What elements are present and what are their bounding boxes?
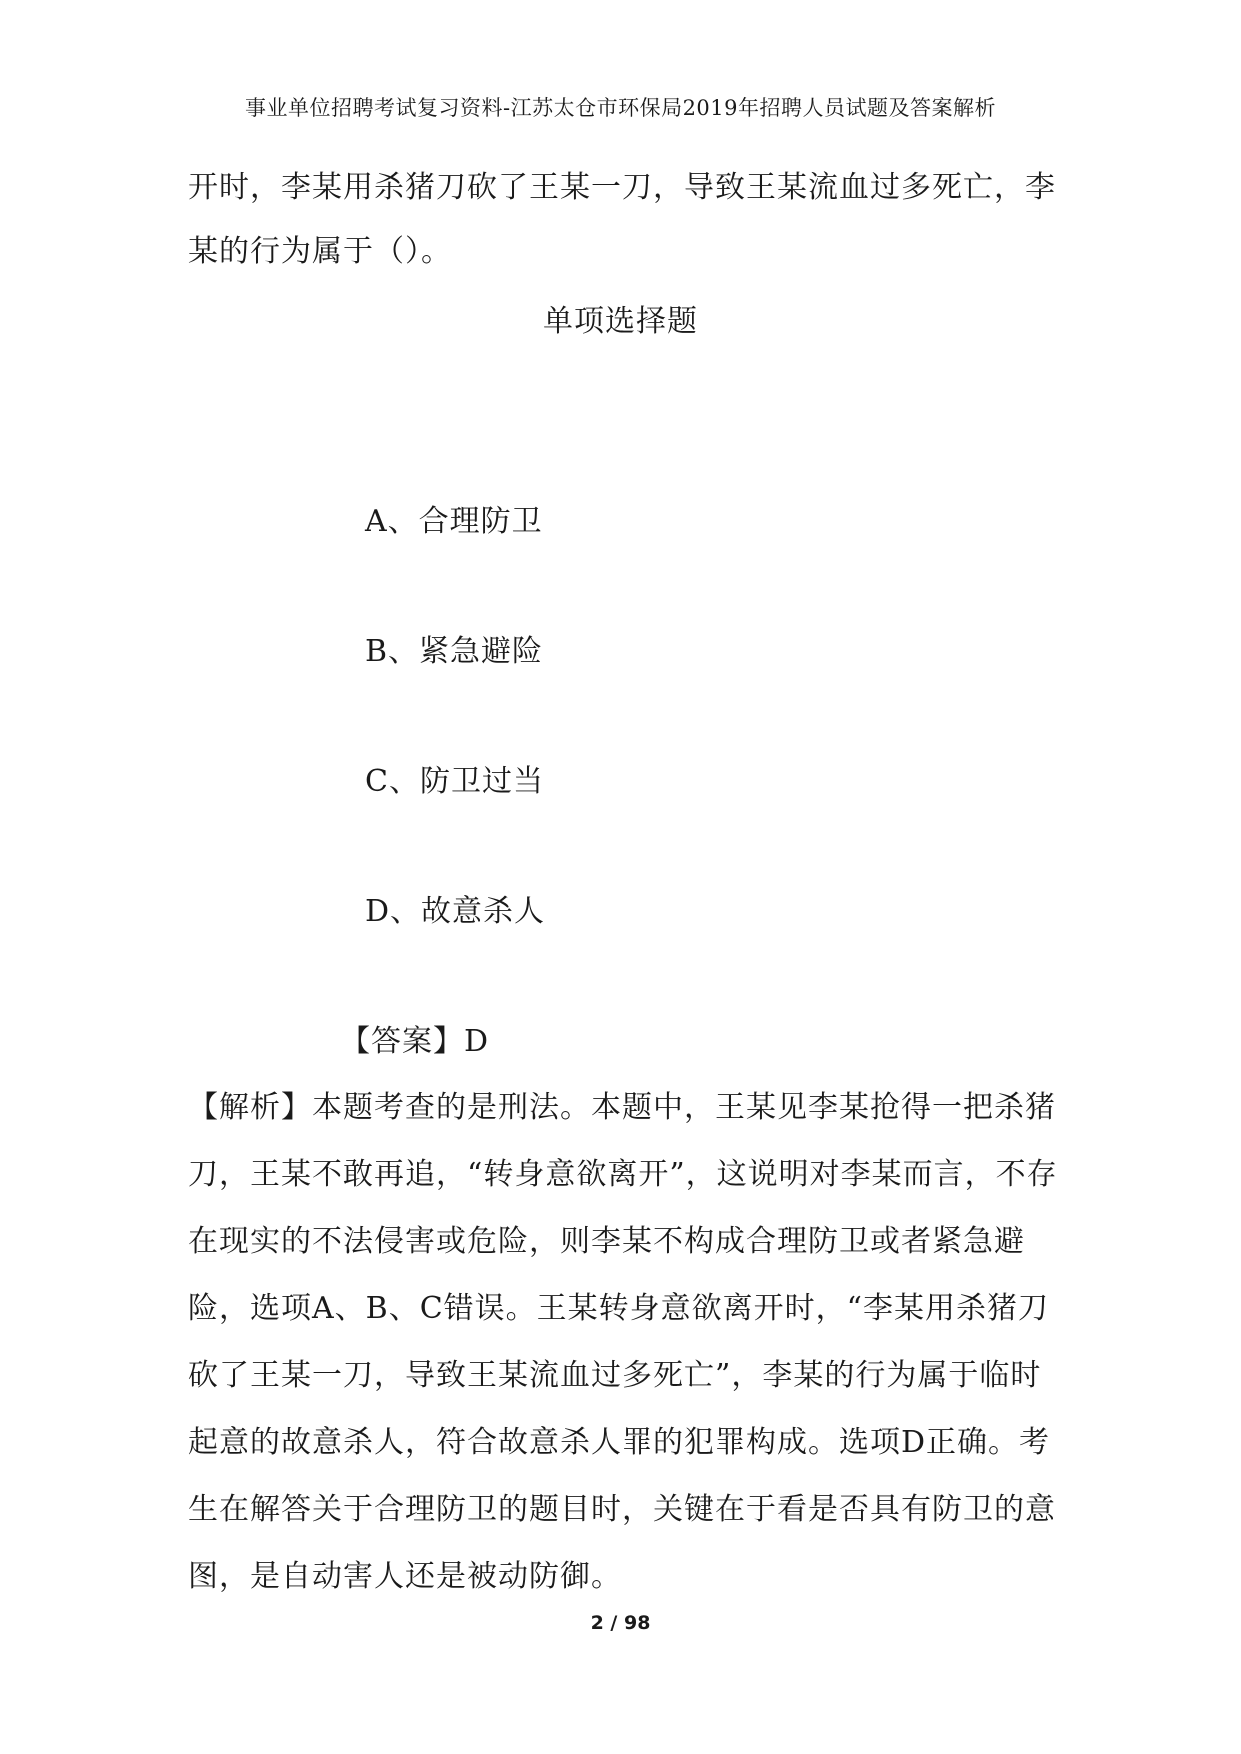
page-number: 2 / 98 (590, 1612, 651, 1634)
question-type: 单项选择题 (543, 304, 698, 339)
option-d: D、故意杀人 (365, 894, 546, 929)
option-a: A、合理防卫 (365, 504, 543, 539)
answer-line: 【答案】D (340, 1024, 490, 1059)
option-b: B、紧急避险 (365, 634, 544, 669)
document-header: 事业单位招聘考试复习资料-江苏太仓市环保局2019年招聘人员试题及答案解析 (244, 96, 997, 120)
analysis-paragraph: 【解析】本题考查的是刑法。本题中，王某见李某抢得一把杀猪刀，王某不敢再追，“转身意欲离开”，这说明对李某而言，不存在现实的不法侵害或危险，则李某不构成合理防卫或者紧急避险，选项A、B、C错误。王某转身意欲离开时，“李某用杀猪刀砍了王某一刀，导致王某流血过多死亡”，李某的行为属于临时起意的故意杀人，符合故意杀人罪的犯罪构成。选项D正确。考生在解答关于合理防卫的题目时，关键在于看是否具有防卫的意图，是自动害人还是被动防御。 (188, 1090, 1058, 1594)
question-text: 开时，李某用杀猪刀砍了王某一刀，导致王某流血过多死亡，李某的行为属于（）。 (188, 170, 1056, 269)
option-c: C、防卫过当 (365, 764, 544, 799)
